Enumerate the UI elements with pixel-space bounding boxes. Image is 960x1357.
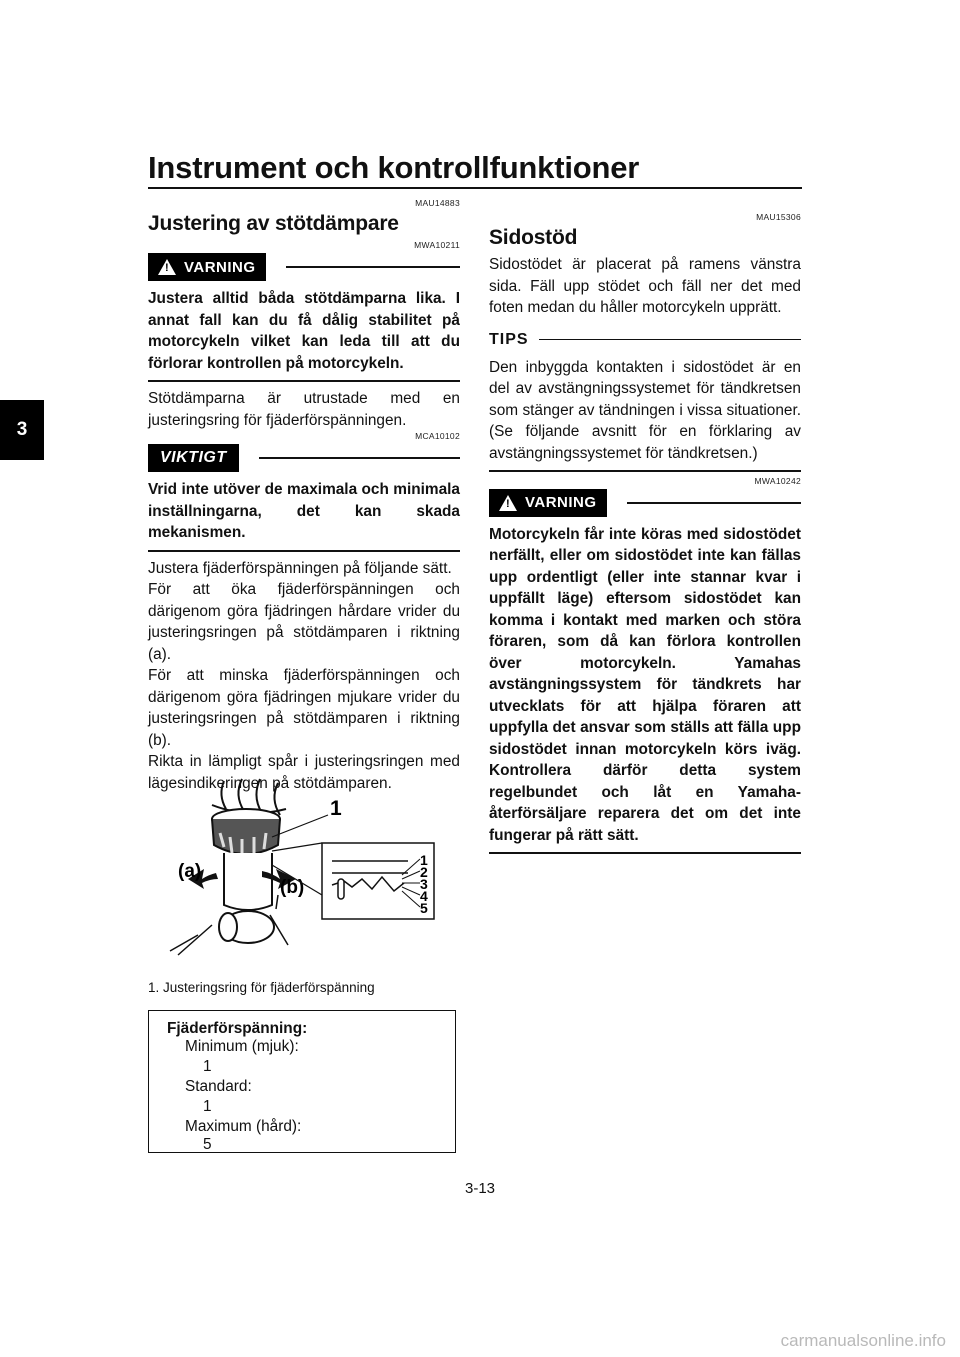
scale-mark: 1 bbox=[420, 852, 428, 868]
warning-code: MWA10211 bbox=[414, 240, 460, 250]
notice-code: MCA10102 bbox=[415, 431, 460, 441]
warning-text: Motorcykeln får inte köras med sidostödet nerfällt, eller om sidostödet inte kan fällas upp ordentligt (eller inte stannar kvar i uppfällt läge) eftersom sidostödet kan komma i kontakt med marken och störa föraren, som då kan förlora kontrollen över motorcykeln. Yamahas avstängningssystem för tändkrets har utvecklats för att hjälpa föraren att uppfylla det ansvar som ställs att fälla upp sidostödet innan motorcykeln körs iväg. Kontrollera därför detta system regelbundet och låt en Yamaha-återförsäljare reparera det om det inte fungerar på rätt sätt. bbox=[489, 525, 801, 844]
title-rule bbox=[148, 187, 802, 189]
section-heading: Justering av stötdämpare bbox=[148, 212, 399, 235]
notice-header bbox=[148, 443, 460, 473]
warning-header bbox=[489, 488, 801, 518]
warning-label: VARNING bbox=[525, 494, 597, 511]
tips-label: TIPS bbox=[489, 330, 529, 348]
warning-header bbox=[148, 252, 460, 282]
warning-triangle-icon: ! bbox=[158, 259, 176, 275]
spec-max-label: Maximum (hård): bbox=[185, 1118, 302, 1135]
warning-triangle-icon: ! bbox=[499, 495, 517, 511]
right-column bbox=[489, 212, 801, 854]
page-title: Instrument och kontrollfunktioner bbox=[148, 150, 640, 185]
notice-end-rule bbox=[148, 550, 460, 552]
callout-number: 1 bbox=[330, 797, 342, 820]
warning-label: VARNING bbox=[184, 258, 256, 276]
shock-absorber-figure bbox=[168, 775, 448, 965]
intro-paragraph: Stötdämparna är utrustade med en justeringsring för fjäderförspänningen. bbox=[148, 390, 460, 429]
spec-std-value: 1 bbox=[203, 1098, 212, 1115]
sidestand-paragraph: Sidostödet är placerat på ramens vänstra sida. Fäll upp stödet och fäll ner det med foten medan du håller motorcykeln upprätt. bbox=[489, 256, 801, 316]
section-code: MAU15306 bbox=[756, 212, 801, 222]
tips-text: Den inbyggda kontakten i sidostödet är en del av avstängningssystemet för tändkretsen som stänger av tändningen i vissa situationer. (Se följande avsnitt för en förklaring av avstängningssystemet för tändkretsen.) bbox=[489, 358, 801, 462]
paragraph: För att minska fjäderförspänningen och därigenom göra fjädringen mjukare vrider du justeringsringen på stötdämparen i riktning (b). bbox=[148, 667, 460, 749]
scale-mark: 2 bbox=[420, 864, 428, 880]
scale-mark: 4 bbox=[420, 888, 428, 904]
spec-box bbox=[148, 1010, 456, 1153]
adjusting-ring-drawing bbox=[212, 809, 280, 855]
warning-rule bbox=[286, 266, 460, 268]
section-code: MAU14883 bbox=[415, 198, 460, 208]
spec-title: Fjäderförspänning: bbox=[167, 1020, 308, 1037]
scale-mark: 5 bbox=[420, 900, 428, 916]
warning-end-rule bbox=[489, 852, 801, 854]
warning-end-rule bbox=[148, 380, 460, 382]
section-heading: Sidostöd bbox=[489, 226, 578, 249]
watermark: carmanualsonline.info bbox=[780, 1331, 946, 1350]
page-number: 3-13 bbox=[464, 1180, 496, 1197]
left-column bbox=[148, 198, 460, 794]
arrow-a-label: (a) bbox=[178, 861, 202, 882]
arrow-b-label: (b) bbox=[280, 877, 305, 898]
warning-badge bbox=[148, 253, 266, 281]
paragraph: Justera fjäderförspänningen på följande sätt. bbox=[148, 559, 452, 577]
notice-rule bbox=[259, 457, 460, 459]
spec-min-label: Minimum (mjuk): bbox=[185, 1038, 299, 1055]
paragraph: Rikta in lämpligt spår i justeringsringen med lägesindikeringen på stötdämparen. bbox=[148, 753, 460, 792]
warning-code: MWA10242 bbox=[754, 475, 801, 486]
figure-caption: 1. Justeringsring för fjäderförspänning bbox=[148, 980, 375, 995]
tips-end-rule bbox=[489, 470, 801, 472]
warning-rule bbox=[627, 502, 801, 504]
spec-std-label: Standard: bbox=[185, 1078, 252, 1095]
tips-rule bbox=[539, 339, 801, 341]
warning-badge bbox=[489, 489, 607, 517]
paragraph: För att öka fjäderförspänningen och därigenom göra fjädringen hårdare vrider du justeringsringen på stötdämparen i riktning (a). bbox=[148, 581, 460, 663]
chapter-tab: 3 bbox=[0, 400, 44, 460]
notice-badge: VIKTIGT bbox=[148, 444, 239, 472]
tips-header bbox=[489, 327, 801, 353]
notice-text: Vrid inte utöver de maximala och minimala inställningarna, det kan skada mekanismen. bbox=[148, 481, 460, 541]
warning-text: Justera alltid båda stötdämparna lika. I annat fall kan du få dålig stabilitet på motorcykeln vilket kan leda till att du förlorar kontrollen på motorcykeln. bbox=[148, 290, 460, 372]
spec-min-value: 1 bbox=[203, 1058, 212, 1075]
scale-mark: 3 bbox=[420, 876, 428, 892]
spec-max-value: 5 bbox=[203, 1136, 212, 1153]
